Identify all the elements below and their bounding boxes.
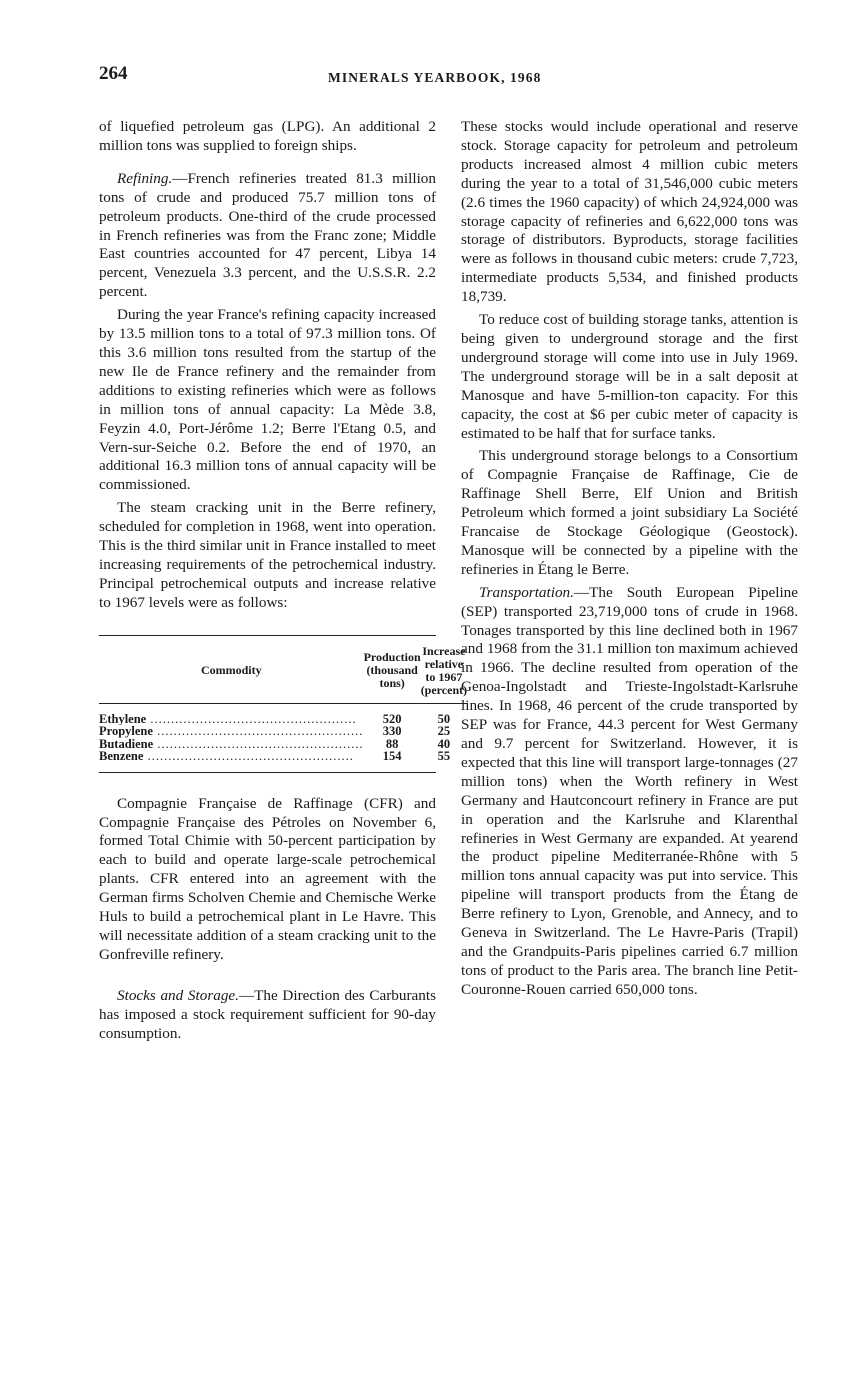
table-row [99, 703, 467, 725]
paragraph-transportation-body: —The South European Pipeline (SEP) transported 23,719,000 tons of crude in 1968. Tonages transported by this line declined both in 1967 and 1968 from the 31.1 million ton maximum achieved in 1966. The decline resulted from operation of the Genoa-Ingolstadt and Trieste-Ingolstadt-Karlsruhe lines. In 1968, 46 percent of the crude transported by SEP was for France, 44.3 percent for West Germany and 9.7 percent for Switzerland. However, it is expected that this line will transport large-tonnages (27 million tons) when the Worth refinery in West Germany and Hautconcourt refinery in France are put in operation and the Karlsruhe and Klarenthal refineries in West Germany are expanded. At yearend the product pipeline Mediterranée-Rhône with 5 million tons annual capacity was put into service. This pipeline will transport products from the Étang de Berre refinery to Lyon, Grenoble, and Annecy, and to Geneva in Switzerland. The Le Havre-Paris (Trapil) and the Grandpuits-Paris pipelines carried 6.7 million tons of product to the Paris area. The branch line Petit-Couronne-Rouen carried 650,000 tons. [461, 583, 798, 998]
commodity-cell: Ethylene ..... [99, 703, 364, 725]
commodity-cell: Benzene ..... [99, 750, 364, 763]
paragraph-consortium: This underground storage belongs to a Consortium of Compagnie Française de Raffinage, Cie de Raffinage Shell Berre, Elf Union and British Petroleum which formed a joint subsidiary La Société Francaise de Stockage Géologique (Geostock). Manosque will be connected by a pipeline with the refineries in Étang le Berre. [461, 447, 798, 578]
section-heading-stocks: Stocks and Storage. [117, 986, 239, 1004]
paragraph-refining [99, 170, 436, 302]
paragraph-stocks-storage [99, 987, 436, 1044]
increase-cell: 50 [437, 711, 451, 726]
paragraph-total-chimie: Compagnie Française de Raffinage (CFR) and Compagnie Française des Pétroles on November 6, formed Total Chimie with 50-percent participation by each to build and operate large-scale petrochemical plants. CFR entered into an agreement with the German firms Scholven Chemie and Chemische Werke Huls to build a petrochemical plant in Le Havre. This will necessitate addition of a steam cracking unit to the Gonfreville refinery. [99, 794, 436, 963]
increase-cell: 25 [437, 724, 451, 739]
production-table [99, 643, 467, 763]
increase-cell: 40 [437, 736, 451, 751]
paragraph-storage-capacity: These stocks would include operational and reserve stock. Storage capacity for petroleum and petroleum products increased almost 4 million cubic meters during the year to a total of 31,546,000 cubic meters (2.6 times the 1960 capacity) of which 24,924,000 was storage capacity of refineries and 6,622,000 tons was storage of distributors. Byproducts, storage facilities were as follows in thousand cubic meters: crude 7,723, intermediate products 5,534, and finished products 18,739. [461, 118, 798, 306]
paragraph-refining-body: —French refineries treated 81.3 million tons of crude and produced 75.7 million tons of petroleum products. One-third of the crude processed in French refineries was from the Franc zone; Middle East countries accounted for 47 percent, Libya 14 percent, Venezuela 3.3 percent, and the U.S.S.R. 2.2 percent. [99, 169, 436, 301]
production-cell: 88 [385, 736, 399, 751]
production-cell: 520 [382, 711, 402, 726]
table-row [99, 725, 467, 738]
left-column [99, 118, 468, 1048]
header-increase: Increase relative to 1967 (percent) [421, 643, 467, 704]
production-cell: 330 [382, 724, 402, 739]
section-heading-transportation: Transportation. [479, 583, 574, 601]
header-commodity: Commodity [99, 643, 364, 704]
section-heading-refining: Refining. [117, 169, 173, 187]
production-cell: 154 [382, 749, 402, 764]
page-number: 264 [99, 63, 128, 84]
right-column [461, 118, 798, 1004]
paragraph-steam-cracking: The steam cracking unit in the Berre refinery, scheduled for completion in 1968, went into operation. This is the third similar unit in France installed to meet increasing requirements of the petrochemical industry. Principal petrochemical outputs and increase relative to 1967 levels were as follows: [99, 499, 436, 611]
table-row [99, 738, 467, 751]
paragraph-transportation [461, 584, 798, 1000]
petrochemical-table [99, 635, 468, 773]
paragraph-refining-capacity: During the year France's refining capacity increased by 13.5 million tons to a total of 97.3 million tons. Of this 3.6 million tons resulted from the startup of the new Ile de France refinery and the remainder from additions to existing refineries which were as follows in million tons of annual capacity: La Mède 3.8, Feyzin 4.0, Port-Jérôme 1.2; Berre l'Etang 0.5, and Vern-sur-Seiche 0.2. Before the end of 1970, an additional 16.3 million tons of annual capacity will be commissioned. [99, 306, 436, 494]
commodity-cell: Propylene ..... [99, 725, 364, 738]
commodity-cell: Butadiene ..... [99, 738, 364, 751]
header-production: Production (thousand tons) [364, 643, 421, 704]
paragraph-lpg: of liquefied petroleum gas (LPG). An additional 2 million tons was supplied to foreign ships. [99, 118, 436, 154]
paragraph-underground-storage: To reduce cost of building storage tanks, attention is being given to underground storage and the first underground storage will come into use in July 1969. The underground storage will be in a salt deposit at Manosque and have 5-million-ton capacity. For this capacity, the cost at $6 per cubic meter of capacity is estimated to be half that for surface tanks. [461, 311, 798, 442]
paragraph-stocks-body: —The Direction des Carburants has imposed a stock requirement sufficient for 90-day consumption. [99, 986, 437, 1042]
increase-cell: 55 [437, 749, 451, 764]
running-title: MINERALS YEARBOOK, 1968 [328, 70, 542, 85]
table-row [99, 750, 467, 763]
table-header-row [99, 643, 467, 704]
